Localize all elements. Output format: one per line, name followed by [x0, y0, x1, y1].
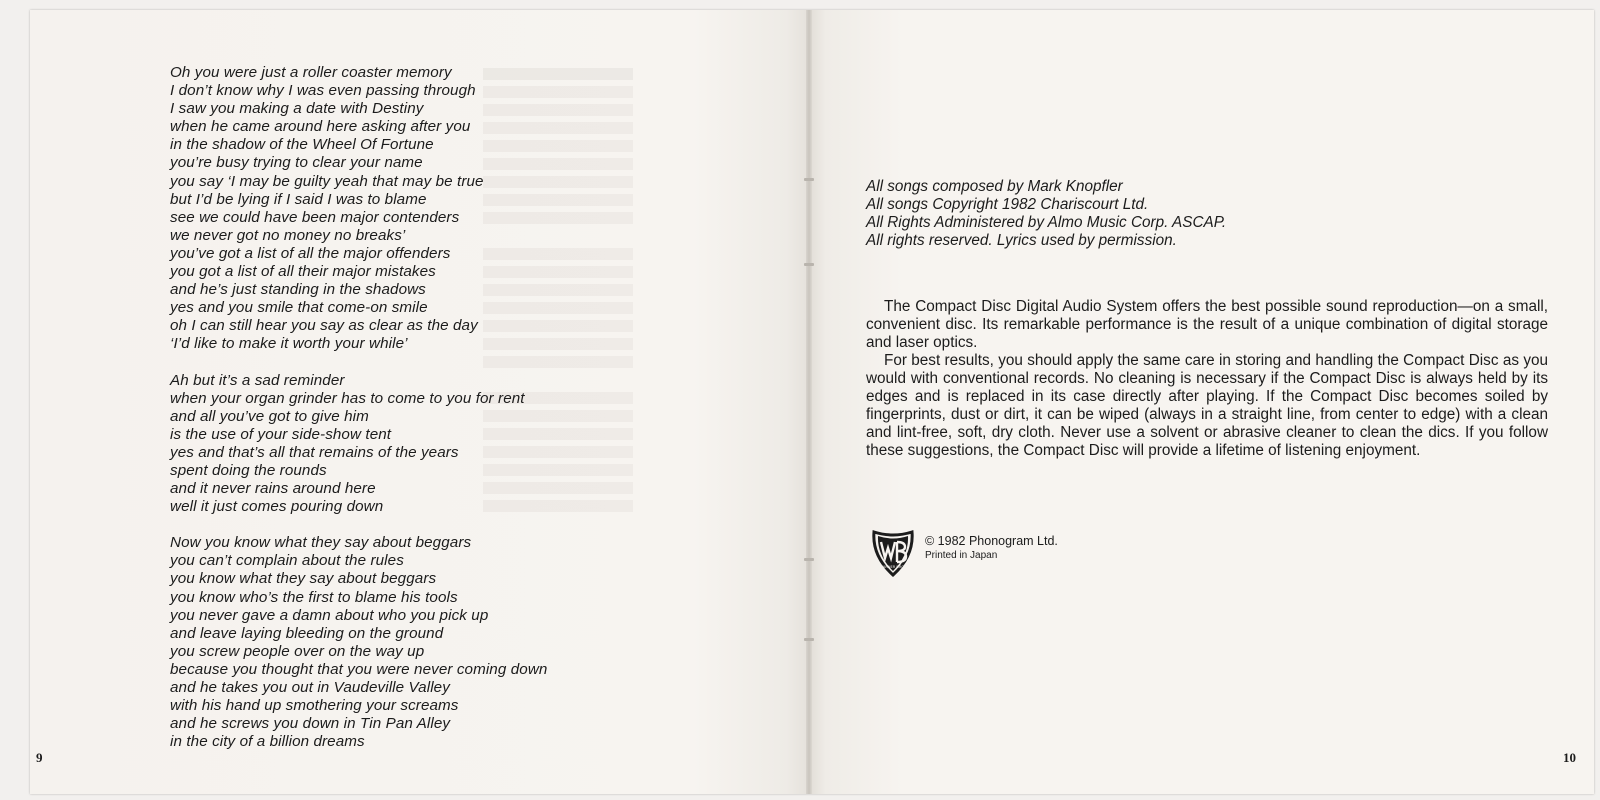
- lyric-line: yes and that’s all that remains of the years: [170, 443, 459, 461]
- staple: [804, 178, 814, 181]
- lyric-line: and he takes you out in Vaudeville Valley: [170, 679, 450, 696]
- lyric-line: and he’s just standing in the shadows: [170, 281, 426, 299]
- lyric-line: is the use of your side-show tent: [170, 425, 392, 443]
- lyric-line: with his hand up smothering your screams: [170, 697, 459, 715]
- lyric-line: because you thought that you were never coming down: [170, 660, 548, 678]
- page-number-right: 10: [1563, 750, 1576, 765]
- compact-disc-care-notice: [866, 298, 1548, 460]
- lyric-line: when he came around here asking after you: [170, 118, 471, 136]
- staple: [804, 638, 814, 641]
- credit-line: All Rights Administered by Almo Music Corp. ASCAP.: [866, 214, 1227, 231]
- lyric-line: but I’d be lying if I said I was to blame: [170, 190, 427, 208]
- song-credits: [866, 178, 1386, 250]
- lyric-line: you’ve got a list of all the major offenders: [170, 244, 451, 262]
- lyric-line: ‘I’d like to make it worth your while’: [170, 335, 408, 353]
- lyrics-stanza: [170, 372, 610, 517]
- credit-line: All songs Copyright 1982 Chariscourt Ltd.: [866, 196, 1149, 213]
- lyric-line: and he screws you down in Tin Pan Alley: [170, 715, 451, 733]
- lyrics-stanza: [170, 534, 610, 751]
- lyric-line: and leave laying bleeding on the ground: [170, 624, 444, 642]
- lyric-line: I don’t know why I was even passing through: [170, 82, 476, 100]
- lyric-line: and it never rains around here: [170, 480, 376, 498]
- lyric-line: you say ‘I may be guilty yeah that may be true: [170, 172, 484, 190]
- lyric-line: see we could have been major contenders: [170, 208, 460, 226]
- warner-bros-shield-icon: [870, 528, 916, 578]
- lyric-line: oh I can still hear you say as clear as the day: [170, 317, 478, 335]
- lyric-line: Oh you were just a roller coaster memory: [170, 64, 452, 81]
- credit-line: All songs composed by Mark Knopfler: [866, 178, 1123, 195]
- lyric-line: when your organ grinder has to come to you for rent: [170, 389, 525, 407]
- staple: [804, 558, 814, 561]
- logo-text: WARNER BROS: [879, 565, 907, 569]
- lyric-line: you know who’s the first to blame his tools: [170, 588, 458, 606]
- lyric-line: yes and you smile that come-on smile: [170, 299, 428, 317]
- lyric-line: Now you know what they say about beggars: [170, 534, 472, 552]
- lyrics-stanza: [170, 64, 610, 354]
- lyric-line: you got a list of all their major mistakes: [170, 263, 436, 281]
- lyric-line: you never gave a damn about who you pick up: [170, 606, 489, 624]
- copyright-notice: © 1982 Phonogram Ltd.: [925, 534, 1058, 548]
- credit-line: All rights reserved. Lyrics used by permission.: [866, 232, 1177, 249]
- lyric-line: you screw people over on the way up: [170, 642, 425, 660]
- printed-in: Printed in Japan: [925, 550, 998, 561]
- lyric-line: you’re busy trying to clear your name: [170, 154, 423, 172]
- lyric-line: in the city of a billion dreams: [170, 733, 365, 751]
- lyric-line: you can’t complain about the rules: [170, 552, 404, 570]
- lyric-line: spent doing the rounds: [170, 461, 327, 479]
- lyric-line: we never got no money no breaks’: [170, 226, 406, 244]
- notice-paragraph: The Compact Disc Digital Audio System offers the best possible sound reproduction—on a small, convenient disc. Its remarkable performance is the result of a unique combination of digital storage and laser optics.: [866, 298, 1548, 351]
- staple: [804, 263, 814, 266]
- booklet-gutter: [806, 10, 812, 794]
- lyrics-block: [170, 64, 610, 769]
- lyric-line: Ah but it’s a sad reminder: [170, 371, 345, 389]
- lyric-line: in the shadow of the Wheel Of Fortune: [170, 136, 434, 154]
- lyric-line: well it just comes pouring down: [170, 498, 384, 516]
- notice-paragraph: For best results, you should apply the same care in storing and handling the Compact Disc as you would with conventional records. No cleaning is necessary if the Compact Disc is always held by its edges and is replaced in its case directly after playing. If the Compact Disc becomes soiled by fingerprints, dust or dirt, it can be wiped (always in a straight line, from center to edge) with a clean and lint-free, soft, dry cloth. Never use a solvent or abrasive cleaner to clean the dics. If you follow these suggestions, the Compact Disc will provide a lifetime of listening enjoyment.: [866, 352, 1548, 459]
- lyric-line: you know what they say about beggars: [170, 570, 437, 588]
- page-number-left: 9: [36, 750, 43, 765]
- lyric-line: I saw you making a date with Destiny: [170, 100, 424, 118]
- lyric-line: and all you’ve got to give him: [170, 407, 369, 425]
